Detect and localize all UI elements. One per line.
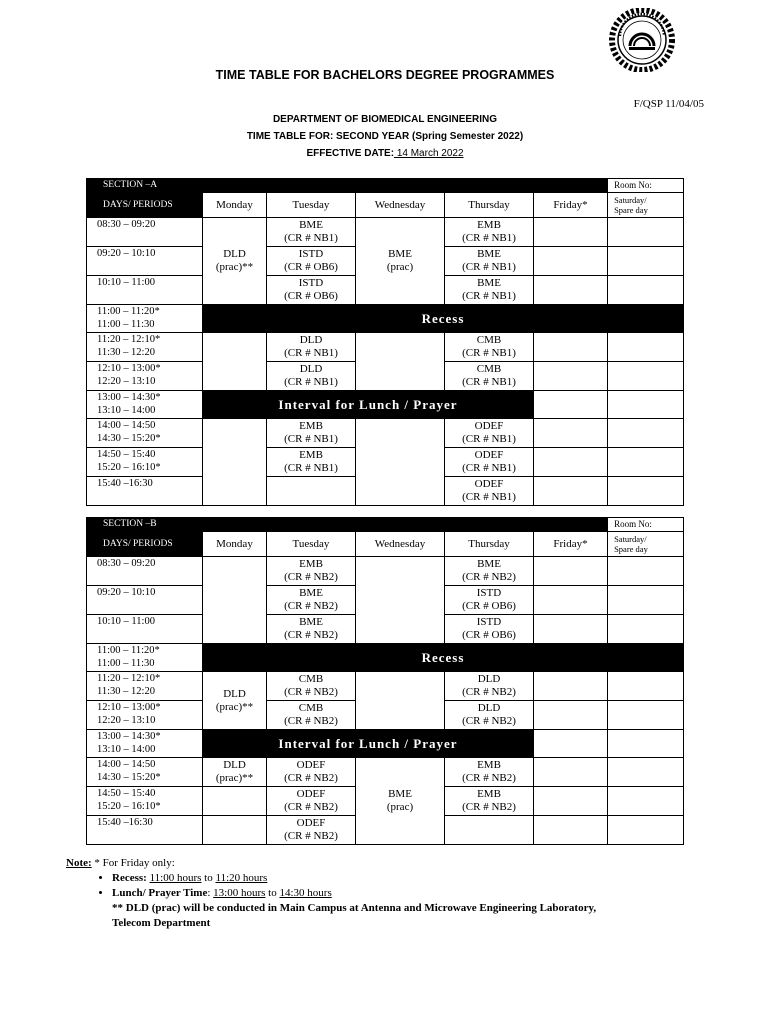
class-cell: ISTD (CR # OB6) xyxy=(267,247,356,276)
class-cell: BME (CR # NB2) xyxy=(445,557,534,586)
notes-list xyxy=(66,871,706,901)
note-label: Note: xyxy=(66,857,92,869)
time-slot: 13:00 – 14:30* 13:10 – 14:00 xyxy=(87,391,203,419)
time-slot: 11:20 – 12:10* 11:30 – 12:20 xyxy=(87,333,203,362)
university-seal-logo xyxy=(584,8,700,72)
class-cell: DLD (CR # NB1) xyxy=(267,333,356,362)
empty-cell xyxy=(534,276,608,305)
lunch-note: • Lunch/ Prayer Time: 13:00 hours to 14:30 hours xyxy=(112,886,706,901)
empty-cell xyxy=(608,218,684,247)
section-a-label: SECTION –A xyxy=(87,179,203,193)
empty-cell xyxy=(608,333,684,362)
empty-cell xyxy=(608,758,684,787)
empty-cell xyxy=(608,730,684,758)
empty-cell xyxy=(608,816,684,845)
day-friday: Friday* xyxy=(534,532,608,557)
class-cell: CMB (CR # NB2) xyxy=(267,672,356,701)
room-no-label: Room No: xyxy=(608,518,684,532)
class-cell: DLD (prac)** xyxy=(203,218,267,305)
class-cell: BME (CR # NB2) xyxy=(267,615,356,644)
class-cell: ODEF (CR # NB1) xyxy=(445,448,534,477)
empty-cell xyxy=(534,362,608,391)
empty-cell xyxy=(608,672,684,701)
empty-cell xyxy=(203,787,267,816)
empty-cell xyxy=(608,391,684,419)
empty-cell xyxy=(608,586,684,615)
day-wednesday: Wednesday xyxy=(356,193,445,218)
time-slot: 12:10 – 13:00* 12:20 – 13:10 xyxy=(87,362,203,391)
class-cell: DLD (CR # NB2) xyxy=(445,672,534,701)
effective-date xyxy=(0,148,770,159)
day-tuesday: Tuesday xyxy=(267,532,356,557)
class-cell: DLD (prac)** xyxy=(203,672,267,730)
empty-cell xyxy=(608,557,684,586)
effective-date-value: 14 March 2022 xyxy=(394,148,464,159)
empty-cell xyxy=(534,333,608,362)
timetable-for: TIME TABLE FOR: SECOND YEAR (Spring Semester 2022) xyxy=(246,131,524,142)
empty-cell xyxy=(534,672,608,701)
class-cell: DLD (prac)** xyxy=(203,758,267,787)
day-friday: Friday* xyxy=(534,193,608,218)
empty-cell xyxy=(534,701,608,730)
day-thursday: Thursday xyxy=(445,532,534,557)
time-slot: 08:30 – 09:20 xyxy=(87,557,203,586)
time-slot: 10:10 – 11:00 xyxy=(87,615,203,644)
empty-cell xyxy=(203,816,267,845)
time-slot: 15:40 –16:30 xyxy=(87,477,203,506)
empty-cell xyxy=(267,477,356,506)
recess-note: • Recess: 11:00 hours to 11:20 hours xyxy=(112,871,706,886)
empty-cell xyxy=(534,787,608,816)
lunch-band: Interval for Lunch / Prayer xyxy=(203,730,534,758)
class-cell: BME (CR # NB2) xyxy=(267,586,356,615)
class-cell: ISTD (CR # OB6) xyxy=(445,586,534,615)
time-slot: 09:20 – 10:10 xyxy=(87,586,203,615)
effective-date-label: EFFECTIVE DATE: xyxy=(306,148,395,159)
recess-band: Recess xyxy=(203,644,684,672)
section-b-label: SECTION –B xyxy=(87,518,203,532)
empty-cell xyxy=(608,787,684,816)
day-thursday: Thursday xyxy=(445,193,534,218)
time-slot: 11:20 – 12:10* 11:30 – 12:20 xyxy=(87,672,203,701)
empty-cell xyxy=(608,276,684,305)
empty-cell xyxy=(534,816,608,845)
time-slot: 08:30 – 09:20 xyxy=(87,218,203,247)
empty-cell xyxy=(608,701,684,730)
day-saturday: Saturday/ Spare day xyxy=(608,193,684,218)
time-slot: 14:50 – 15:40 15:20 – 16:10* xyxy=(87,448,203,477)
section-b-header-bar xyxy=(203,518,608,532)
empty-cell xyxy=(534,557,608,586)
time-slot: 09:20 – 10:10 xyxy=(87,247,203,276)
class-cell: EMB (CR # NB2) xyxy=(267,557,356,586)
class-cell: EMB (CR # NB2) xyxy=(445,758,534,787)
empty-cell xyxy=(356,333,445,391)
empty-cell xyxy=(203,557,267,644)
dld-note-line1: ** DLD (prac) will be conducted in Main Campus at Antenna and Microwave Engineering Laboratory, xyxy=(112,902,597,914)
class-cell: ISTD (CR # OB6) xyxy=(445,615,534,644)
day-monday: Monday xyxy=(203,193,267,218)
empty-cell xyxy=(608,247,684,276)
department-name: DEPARTMENT OF BIOMEDICAL ENGINEERING xyxy=(272,114,498,125)
empty-cell xyxy=(356,419,445,506)
empty-cell xyxy=(356,557,445,644)
lunch-band: Interval for Lunch / Prayer xyxy=(203,391,534,419)
time-slot: 13:00 – 14:30* 13:10 – 14:00 xyxy=(87,730,203,758)
empty-cell xyxy=(203,419,267,506)
class-cell: ODEF (CR # NB2) xyxy=(267,816,356,845)
days-periods-label: DAYS/ PERIODS xyxy=(87,532,203,557)
empty-cell xyxy=(445,816,534,845)
day-tuesday: Tuesday xyxy=(267,193,356,218)
empty-cell xyxy=(534,391,608,419)
time-slot: 10:10 – 11:00 xyxy=(87,276,203,305)
empty-cell xyxy=(356,672,445,730)
class-cell: ODEF (CR # NB1) xyxy=(445,419,534,448)
class-cell: EMB (CR # NB2) xyxy=(445,787,534,816)
document-reference: F/QSP 11/04/05 xyxy=(633,98,704,110)
time-slot: 14:00 – 14:50 14:30 – 15:20* xyxy=(87,419,203,448)
friday-only-text: * For Friday only: xyxy=(91,857,175,869)
notes-section xyxy=(66,856,706,931)
empty-cell xyxy=(534,586,608,615)
document-title: TIME TABLE FOR BACHELORS DEGREE PROGRAMMES xyxy=(215,68,555,82)
empty-cell xyxy=(608,477,684,506)
time-slot: 14:00 – 14:50 14:30 – 15:20* xyxy=(87,758,203,787)
empty-cell xyxy=(608,448,684,477)
empty-cell xyxy=(534,730,608,758)
days-periods-label: DAYS/ PERIODS xyxy=(87,193,203,218)
empty-cell xyxy=(534,758,608,787)
time-slot: 15:40 –16:30 xyxy=(87,816,203,845)
class-cell: CMB (CR # NB1) xyxy=(445,362,534,391)
class-cell: BME (CR # NB1) xyxy=(267,218,356,247)
empty-cell xyxy=(608,362,684,391)
class-cell: CMB (CR # NB2) xyxy=(267,701,356,730)
class-cell: EMB (CR # NB1) xyxy=(267,419,356,448)
class-cell: BME (prac) xyxy=(356,758,445,845)
empty-cell xyxy=(534,477,608,506)
empty-cell xyxy=(534,615,608,644)
recess-band: Recess xyxy=(203,305,684,333)
notes-header xyxy=(66,856,706,871)
time-slot: 12:10 – 13:00* 12:20 – 13:10 xyxy=(87,701,203,730)
dld-note-line2: Telecom Department xyxy=(112,917,211,929)
class-cell: ODEF (CR # NB1) xyxy=(445,477,534,506)
section-a-header-bar xyxy=(203,179,608,193)
class-cell: BME (CR # NB1) xyxy=(445,276,534,305)
empty-cell xyxy=(534,419,608,448)
day-saturday: Saturday/ Spare day xyxy=(608,532,684,557)
empty-cell xyxy=(534,218,608,247)
class-cell: DLD (CR # NB2) xyxy=(445,701,534,730)
time-slot: 11:00 – 11:20* 11:00 – 11:30 xyxy=(87,644,203,672)
class-cell: DLD (CR # NB1) xyxy=(267,362,356,391)
empty-cell xyxy=(534,448,608,477)
empty-cell xyxy=(608,615,684,644)
day-monday: Monday xyxy=(203,532,267,557)
time-slot: 11:00 – 11:20* 11:00 – 11:30 xyxy=(87,305,203,333)
class-cell: ODEF (CR # NB2) xyxy=(267,758,356,787)
class-cell: BME (CR # NB1) xyxy=(445,247,534,276)
empty-cell xyxy=(534,247,608,276)
class-cell: EMB (CR # NB1) xyxy=(445,218,534,247)
class-cell: CMB (CR # NB1) xyxy=(445,333,534,362)
section-a-timetable xyxy=(86,178,684,506)
room-no-label: Room No: xyxy=(608,179,684,193)
section-b-timetable xyxy=(86,517,684,845)
day-wednesday: Wednesday xyxy=(356,532,445,557)
empty-cell xyxy=(203,333,267,391)
time-slot: 14:50 – 15:40 15:20 – 16:10* xyxy=(87,787,203,816)
class-cell: EMB (CR # NB1) xyxy=(267,448,356,477)
class-cell: ISTD (CR # OB6) xyxy=(267,276,356,305)
empty-cell xyxy=(608,419,684,448)
class-cell: ODEF (CR # NB2) xyxy=(267,787,356,816)
class-cell: BME (prac) xyxy=(356,218,445,305)
